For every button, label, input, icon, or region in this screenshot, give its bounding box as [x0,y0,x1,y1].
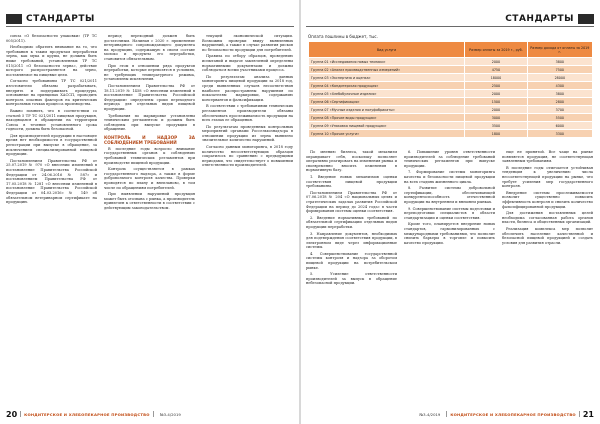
table-row [309,122,593,130]
paragraph: 9. Совершенствование системы подготовки и переподготовки специалистов в области стандартизации и оценки соответствия. [404,206,495,220]
magazine-name: КОНДИТЕРСКОЕ И ХЛЕБОПЕКАРНОЕ ПРОИЗВОДСТВО [24,411,150,417]
paragraph: Контроль осуществляется в рамках государственного надзора, а также в форме добровольного контроля качества. Проверки проводятся по плану и внепланово, в том числе по обращениям потребителей. [104,167,195,190]
amount-cell: 2500 [465,82,527,90]
paragraph: 7. Формирование системы мониторинга качества и безопасности пищевой продукции на всех стадиях жизненного цикла. [404,170,495,184]
paragraph: еще не принятой. Все чаще на рынке появляется продукция, не соответствующая заявленным требованиям. [502,150,593,164]
footer-divider [153,411,154,417]
paragraph: Для достижения поставленных целей необходима согласованная работа органов власти, бизнеса и общественных организаций. [502,211,593,225]
paragraph: 2. Введение нормативных требований по обязательной сертификации отдельных видов продукции переработки. [306,215,397,229]
right-column-1 [306,150,397,402]
service-name-cell: Группа 07 «Мучные изделия и полуфабрикаты» [309,106,465,114]
paragraph: Требования по маркировке установлены техническим регламентом и должны быть соблюдены при выпуске продукции в обращение. [104,113,195,132]
amount-cell: 4300 [527,82,592,90]
service-name-cell: Группа 10 «Прочие услуги» [309,130,465,138]
section-bar [6,14,22,24]
service-name-cell: Группа 04 «Кондитерская продукция» [309,82,465,90]
footer-left [6,410,184,418]
table-row [309,114,593,122]
subheading: КОНТРОЛЬ И НАДЗОР ЗА СОБЛЮДЕНИЕМ ТРЕБОВАНИЙ [104,134,195,145]
service-name-cell: Группа 03 «Экспертиза и оценка» [309,74,465,82]
paragraph: В соответствии с требованиями технических регламентов производители обязаны обеспечивать прослеживаемость продукции на всех этапах ее обращения. [202,104,293,123]
amount-cell: 3700 [527,106,592,114]
paragraph: По результатам проведенных контрольных мероприятий органами Россельхознадзора в отношении продукции из зерна выявлено значительное количество нарушений. [202,124,293,143]
table-header-cell: Размер дохода от оплаты за 2019 г. [527,42,592,58]
footer-divider [446,411,447,417]
amount-cell: 6000 [527,122,592,130]
paragraph: текущей экономической ситуации. Возможны проверки ввиду выявленных нарушений, а также в случае развития рисков по безопасности продукции для потребителей. [202,34,293,52]
paragraph: По мнению бизнеса, такой механизм оправдывает себя, поскольку позволяет оперативно реагировать на изменения рынка и своевременно вносить изменения в нормативную базу. [306,150,397,173]
paragraph: Для производителей продукции в настоящее время нет необходимости в государственной регистрации при выпуске в обращение, за исключением специализированной пищевой продукции. [6,133,97,157]
table-row [309,58,593,66]
paragraph: При выявлении нарушений продукция может быть отозвана с рынка, а производитель привлечен к ответственности в соответствии с действующим законодательством. [104,192,195,210]
amount-cell: 3500 [465,122,527,130]
header-rule [306,26,594,27]
service-name-cell: Группа 09 «Упаковка пищевой продукции» [309,122,465,130]
service-name-cell: Группа 05 «Хлебобулочные изделия» [309,90,465,98]
page-number: 21 [582,409,594,419]
paragraph: Согласно требованиям ТР ТС 021/2011 изготовители обязаны разрабатывать, внедрять и поддерживать процедуры, основанные на принципах ХАССП, проводить контроль опасных факторов на критических контрольных точках процесса производства. [6,79,97,107]
right-column-2 [404,150,495,402]
paragraph: 4. Совершенствование государственной системы контроля и надзора за оборотом пищевой продукции на потребительском рынке. [306,251,397,270]
amount-cell: 2000 [465,58,527,66]
service-name-cell: Группа 01 «Исследования новых техники» [309,58,465,66]
amount-cell: 3800 [527,58,592,66]
table-header-cell: Вид услуги [309,42,465,58]
paragraph: 3. Направление документов, необходимых для подтверждения соответствия продукции, в электронном виде через информационные системы. [306,231,397,250]
paragraph: Необходимо обратить внимание на то, что требования к таким продуктам переработки зерна, как мука и крупы, не должны быть ниже требований, установленных ТР ТС 015/2011 «О безопасности зерна», действие которого распространяется на зерно, поставляемое на пищевые цели. [6,45,97,77]
amount-cell: 7500 [527,66,592,74]
magazine-name: КОНДИТЕРСКОЕ И ХЛЕБОПЕКАРНОЕ ПРОИЗВОДСТВО [450,411,576,417]
left-column-1 [6,34,97,402]
table-body [309,58,593,138]
amount-cell: 1800 [465,130,527,138]
paragraph: 8. Развитие системы добровольной сертификации, обеспечивающей конкурентоспособность отечественной продукции на внутреннем и внешнем рынках. [404,186,495,204]
paragraph: Правила по отбору образцов, проведению испытаний и выдаче заключений определены нормативными документами и должны соблюдаться всеми участниками процесса. [202,54,293,73]
paragraph: 6. Повышение уровня ответственности производителей за соблюдение требований технических регламентов при выпуске продукции. [404,150,495,168]
paragraph: Кроме того, планируется внедрение новых стандартов, гармонизированных с международными требованиями, что позволит снизить барьеры в торговле и повысить качество продукции. [404,222,495,245]
amount-cell: 3000 [465,114,527,122]
left-column-3 [202,34,293,402]
paragraph: Внедрение системы прослеживаемости позволит существенно повысить эффективность контроля и снизить количество фальсифицированной продукции. [502,190,593,209]
issue-number: №3-4/2019 [159,411,181,417]
paragraph: Постановлением Правительства РФ от 25.07.2019 № 970 «О внесении изменений в постановление Правительства Российской Федерации от 24.06.2016 № 587» и постановлением Правительства РФ от 17.05.2018 № 1281 «О внесении изменений в постановление Правительства Российской Федерации от 04.03.2016» № 149 об обязательном ветеринарном сертификате на продукцию. [6,158,97,205]
table-row [309,130,593,138]
left-column-2 [104,34,195,402]
right-column-3 [502,150,593,402]
table-row [309,98,593,106]
section-title: СТАНДАРТЫ [505,14,574,24]
table-row [309,82,593,90]
footer-right [416,410,594,418]
paragraph: Постановлением Правительства РФ от 07.06.2018 № 204 «О национальных целях и стратегических задачах развития Российской Федерации на период до 2024 года» в части формирования системы оценки соответствия. [306,190,397,214]
page-number: 20 [6,409,18,419]
footer-divider [20,411,21,417]
section-header-left [6,12,99,26]
amount-cell: 3300 [527,130,592,138]
footer-divider [579,411,580,417]
paragraph: Важно помнить, что в соответствии со статьей 5 ТР ТС 021/2011 пищевая продукция, находящаяся в обращении на территории Союза в течение установленного срока годности, должна быть безопасной. [6,108,97,132]
amount-cell: 4750 [465,66,527,74]
amount-cell: 5500 [527,114,592,122]
table-header-cell: Размер оплаты за 2019 г., руб. [465,42,527,58]
paragraph: В последние годы возросло внимание государственных органов к соблюдению требований технических регламентов при производстве пищевой продукции. [104,146,195,165]
table-row [309,66,593,74]
paragraph: В последние годы отмечается устойчивая тенденция к увеличению числа несоответствующей продукции на рынке, что требует усиления мер государственного контроля. [502,165,593,189]
section-title: СТАНДАРТЫ [26,14,95,24]
paragraph: период переходный должен быть достаточным. Начиная с 2020 г. применение ветеринарного сопровождающего документа на продукцию, содержащую в своем составе молоко и продукты его переработки, становится обязательным. [104,34,195,61]
table-header-row [309,42,593,58]
service-name-cell: Группа 08 «Прочие виды продукции» [309,114,465,122]
fee-table [308,41,593,138]
table-title: Оплата пошлины в бюджет, тыс. [308,34,378,39]
amount-cell: 2800 [527,98,592,106]
service-name-cell: Группа 02 «Анализ производственных измерений» [309,66,465,74]
paragraph: 1. Введение новых механизмов оценки соответствия пищевой продукции требованиям. [306,174,397,189]
table-row [309,74,593,82]
right-page [300,0,600,424]
amount-cell: 18000 [465,74,527,82]
amount-cell: 2000 [465,106,527,114]
service-name-cell: Группа 06 «Сертификация» [309,98,465,106]
table-row [309,106,593,114]
paragraph: союза «О безопасности упаковки» (ТР ТС 005/2011). [6,34,97,43]
fee-table-block [308,34,593,138]
paragraph: Реализация комплекса мер позволит обеспечить население качественной и безопасной пищевой продукцией и создать условия для развития отрасли. [502,226,593,245]
section-bar [578,14,594,24]
amount-cell: 1500 [465,98,527,106]
section-header-right [501,12,594,26]
issue-number: №3-4/2019 [419,411,441,417]
paragraph: При этом в отношении ряда продуктов переработки, которые перевозятся в условиях, не требующих температурного режима, установлены исключения. [104,63,195,82]
table-row [309,90,593,98]
paragraph: Постановлением Правительства РФ от 18.11.2019 № 1458 «О внесении изменений в постановление Правительства Российской Федерации» определены сроки переходного периода для отдельных видов пищевой продукции. [104,83,195,111]
paragraph: По результатам анализа данных мониторинга пищевой продукции за 2018 год, среди выявленных случаев несоответствия наиболее распространены нарушения по показателям маркировки, содержанию консервантов и фальсификации. [202,74,293,102]
header-rule [6,26,294,27]
paragraph: Согласно данным мониторинга, в 2018 году количество несоответствующих образцов сократилось по сравнению с предыдущими периодами, что свидетельствует о повышении ответственности производителей. [202,145,293,168]
amount-cell: 3800 [527,90,592,98]
amount-cell: 28000 [527,74,592,82]
amount-cell: 2000 [465,90,527,98]
paragraph: 5. Усиление ответственности производителей за выпуск в обращение небезопасной продукции. [306,272,397,286]
